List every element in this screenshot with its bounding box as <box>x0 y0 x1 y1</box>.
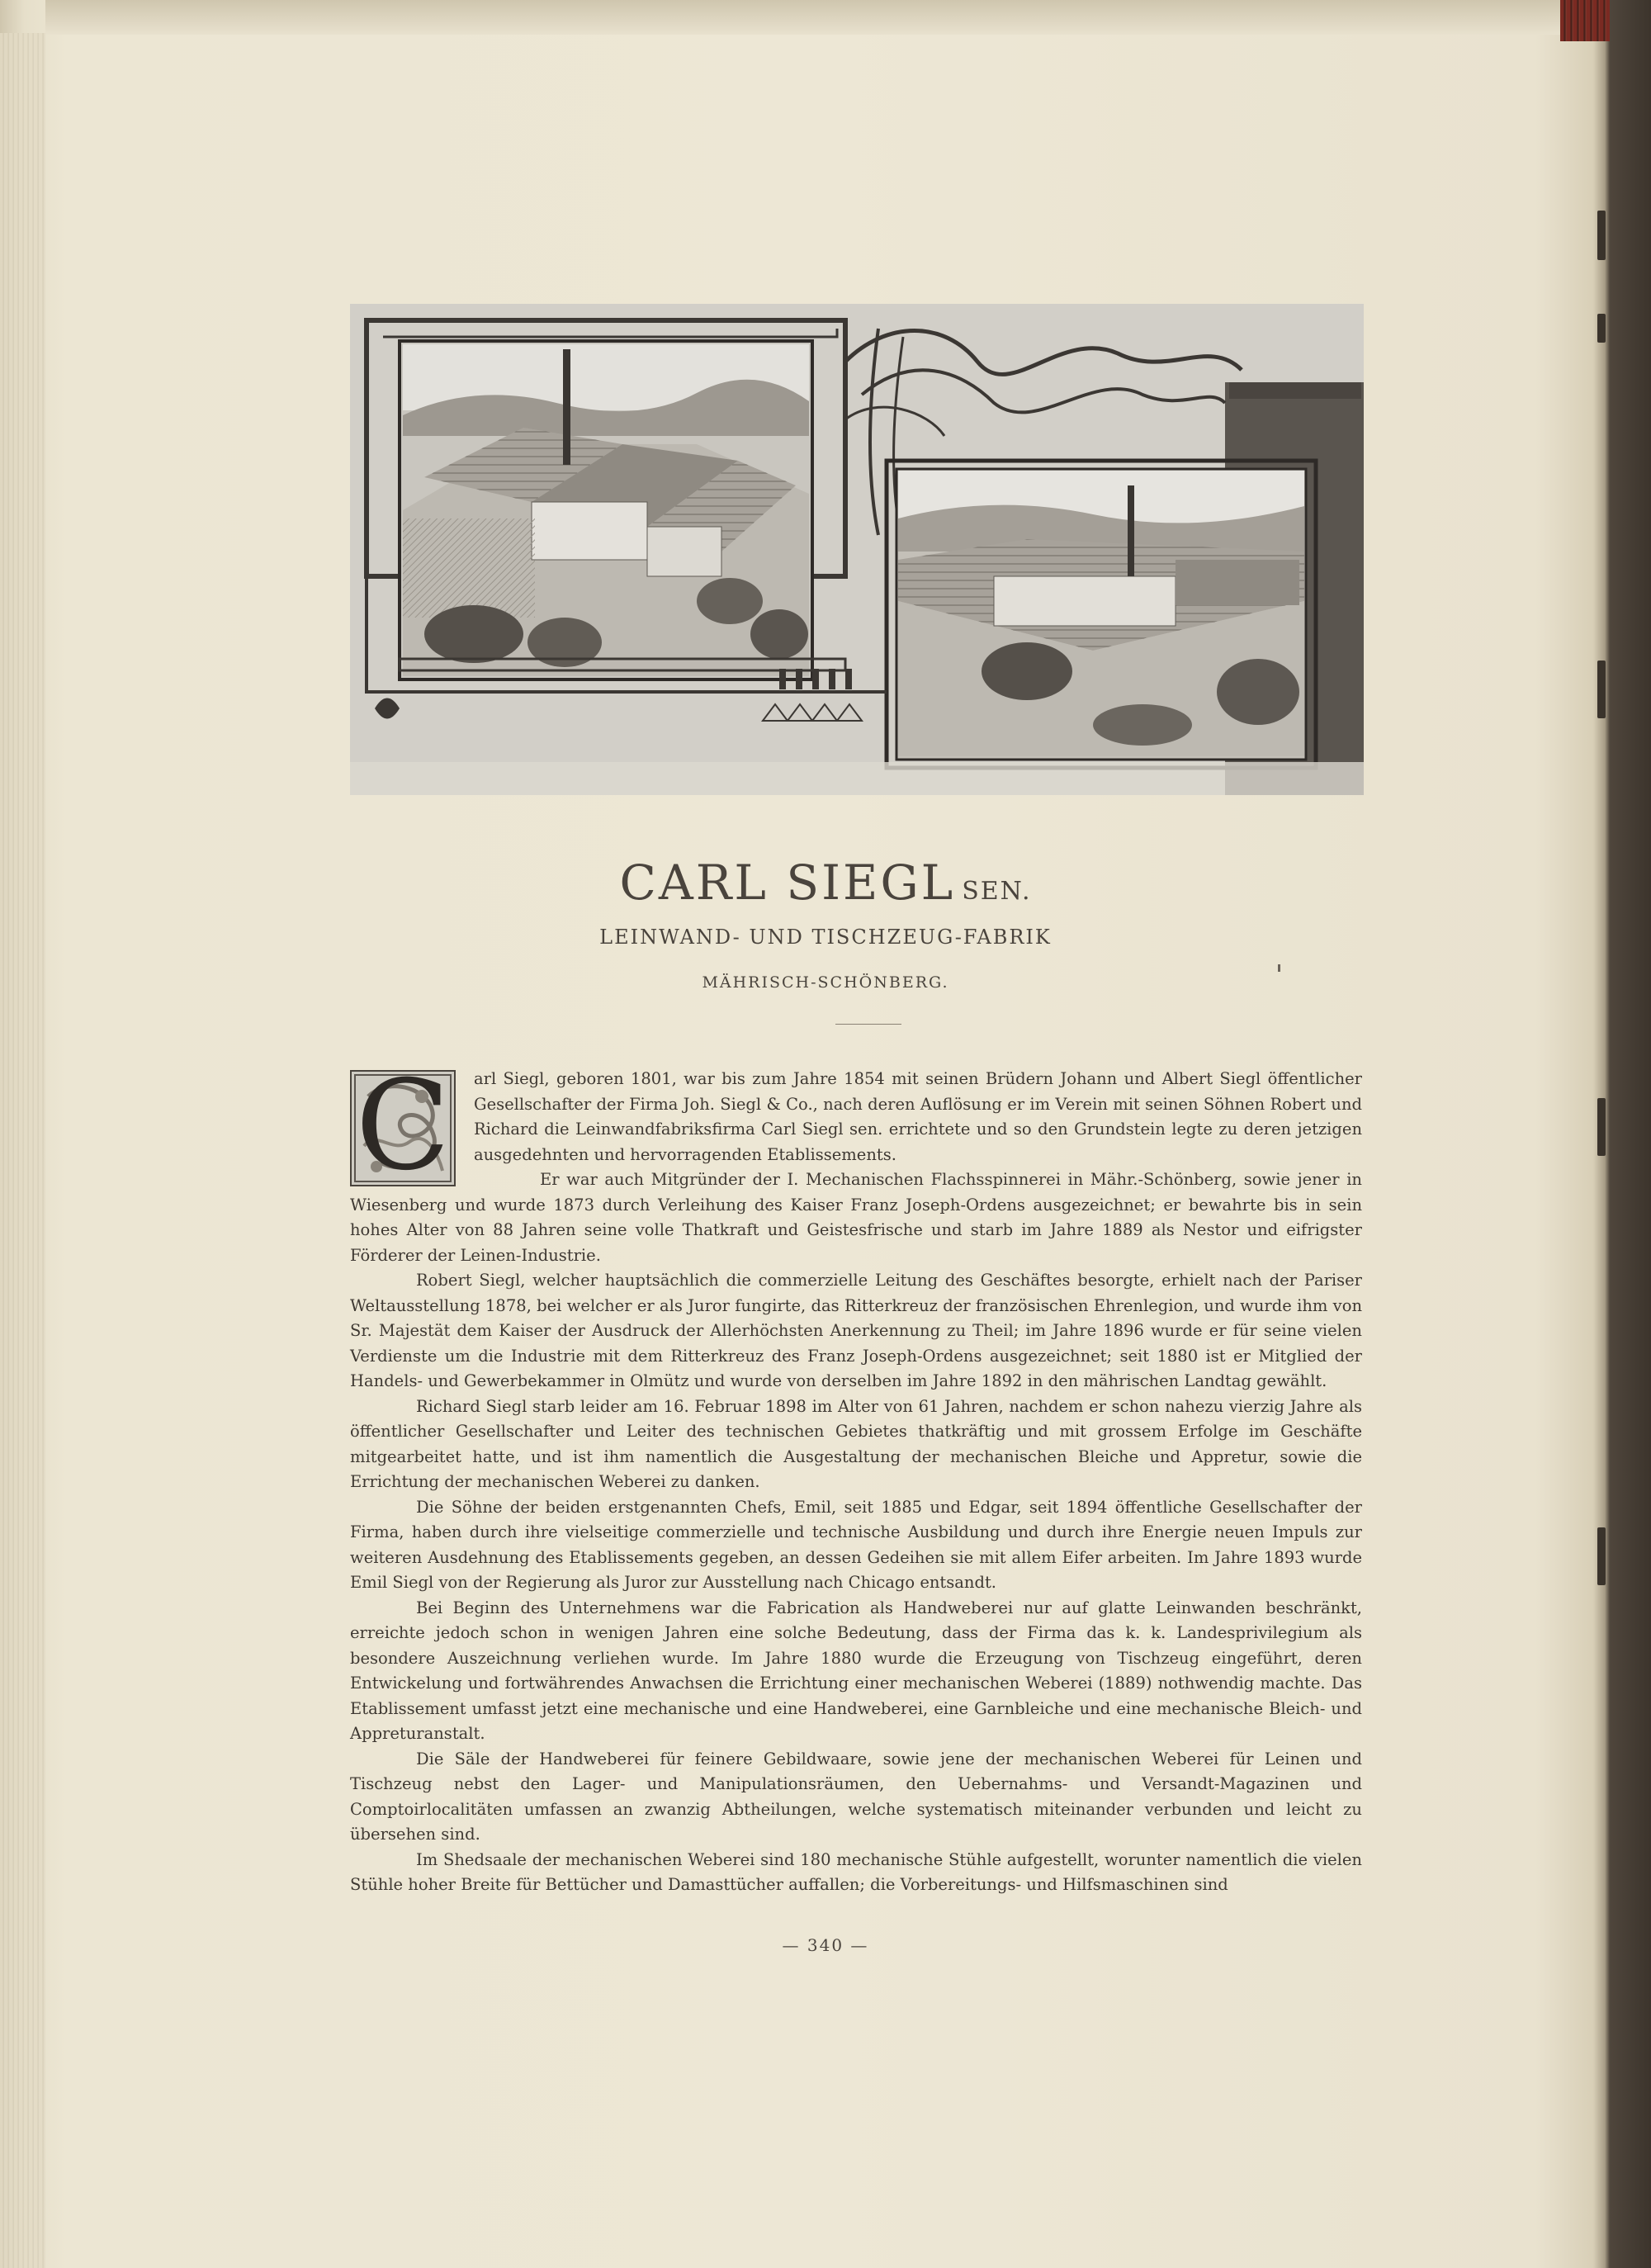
factory-illustration <box>350 304 1364 795</box>
print-mark <box>1278 964 1280 972</box>
paragraph: Bei Beginn des Unternehmens war die Fabrication als Handweberei nur auf glatte Leinwanden beschränkt, erreichte jedoch schon in wenigen Jahren eine solche Bedeutung, dass der Firma das k. k. Landesprivilegium als besondere Auszeichnung verliehen wurde. Im Jahre 1880 wurde die Erzeugung von Tischzeug eingeführt, deren Entwickelung und fortwährendes Anwachsen die Errichtung einer mechanischen Weberei (1889) nothwendig machte. Das Etablissement umfasst jetzt eine mechanische und eine Handweberei, eine Garnbleiche und eine mechanische Bleich- und Appreturanstalt. <box>350 1598 1362 1743</box>
bookmark-ribbon <box>1560 0 1610 41</box>
paragraph <box>350 1067 1362 1186</box>
drop-cap-letter: C <box>355 1070 451 1186</box>
paragraph-text: arl Siegl, geboren 1801, war bis zum Jahre 1854 mit seinen Brüdern Johann und Albert Siegl öffentlicher Gesellschafter der Firma Joh. Siegl & Co., nach deren Auflösung er im Verein mit seinen Söhnen Robert und Richard die Leinwandfabriksfirma Carl Siegl sen. errichtete und so den Grundstein legte zu deren jetzigen ausgedehnten und hervorragenden Etablissements. <box>474 1069 1362 1164</box>
company-subtitle: LEINWAND- UND TISCHZEUG-FABRIK <box>599 926 1052 949</box>
company-location: MÄHRISCH-SCHÖNBERG. <box>702 973 949 992</box>
page-number: — 340 — <box>782 1935 869 1955</box>
divider-rule <box>835 1024 901 1025</box>
paragraph: Er war auch Mitgründer der I. Mechanischen Flachsspinnerei in Mähr.-Schönberg, sowie jener in Wiesenberg und wurde 1873 durch Verleihung des Kaiser Franz Joseph-Ordens ausgezeichnet; er bewahrte bis in sein hohes Alter von 88 Jahren seine volle Thatkraft und Geistesfrische und starb im Jahre 1889 als Nestor und eifrigster Förderer der Leinen-Industrie. <box>350 1170 1362 1265</box>
page-top-shadow <box>45 0 1606 35</box>
paragraph: Die Säle der Handweberei für feinere Gebildwaare, sowie jene der mechanischen Weberei für Leinen und Tischzeug nebst den Lager- und Manipulationsräumen, den Uebernahms- und Versandt-Magazinen und Comptoirlocalitäten umfassen an zwanzig Abtheilungen, welche systematisch miteinander verbunden und leicht zu übersehen sind. <box>350 1749 1362 1844</box>
article-body <box>350 1067 1362 1898</box>
page-stack-edge <box>0 33 45 2268</box>
ornamental-initial <box>350 1070 456 1186</box>
company-name: CARL SIEGL <box>619 855 956 911</box>
company-title <box>0 855 1651 911</box>
company-name-suffix: SEN. <box>962 877 1032 906</box>
paragraph: Die Söhne der beiden erstgenannten Chefs, Emil, seit 1885 und Edgar, seit 1894 öffentliche Gesellschafter der Firma, haben durch ihre vielseitige commerzielle und technische Ausbildung und durch ihre Energie neuen Impuls zur weiteren Ausdehnung des Etablissements gegeben, an dessen Gedeihen sie mit allem Eifer arbeiten. Im Jahre 1893 wurde Emil Siegl von der Regierung als Juror zur Ausstellung nach Chicago entsandt. <box>350 1497 1362 1592</box>
paragraph: Im Shedsaale der mechanischen Weberei sind 180 mechanische Stühle aufgestellt, worunter namentlich die vielen Stühle hoher Breite für Bettücher und Damasttücher auffallen; die Vorbereitungs- und Hilfsmaschinen sind <box>350 1849 1362 1894</box>
paragraph: Richard Siegl starb leider am 16. Februar 1898 im Alter von 61 Jahren, nachdem er schon nahezu vierzig Jahre als öffentlicher Gesellschafter und Leiter des technischen Gebietes thatkräftig und mit grossem Erfolge im Geschäfte mitgearbeitet hatte, und ist ihm namentlich die Ausgestaltung der mechanischen Bleiche und Appretur, sowie die Errichtung der mechanischen Weberei zu danken. <box>350 1396 1362 1491</box>
paragraph: Robert Siegl, welcher hauptsächlich die commerzielle Leitung des Geschäftes besorgte, erhielt nach der Pariser Weltausstellung 1878, bei welcher er als Juror fungirte, das Ritterkreuz der französischen Ehrenlegion, und wurde ihm von Sr. Majestät dem Kaiser der Ausdruck der Allerhöchsten Anerkennung zu Theil; im Jahre 1896 wurde er für seine vielen Verdienste um die Industrie mit dem Ritterkreuz des Franz Joseph-Ordens ausgezeichnet; seit 1880 ist er Mitglied der Handels- und Gewerbekammer in Olmütz und wurde von derselben im Jahre 1892 in den mährischen Landtag gewählt. <box>350 1271 1362 1390</box>
